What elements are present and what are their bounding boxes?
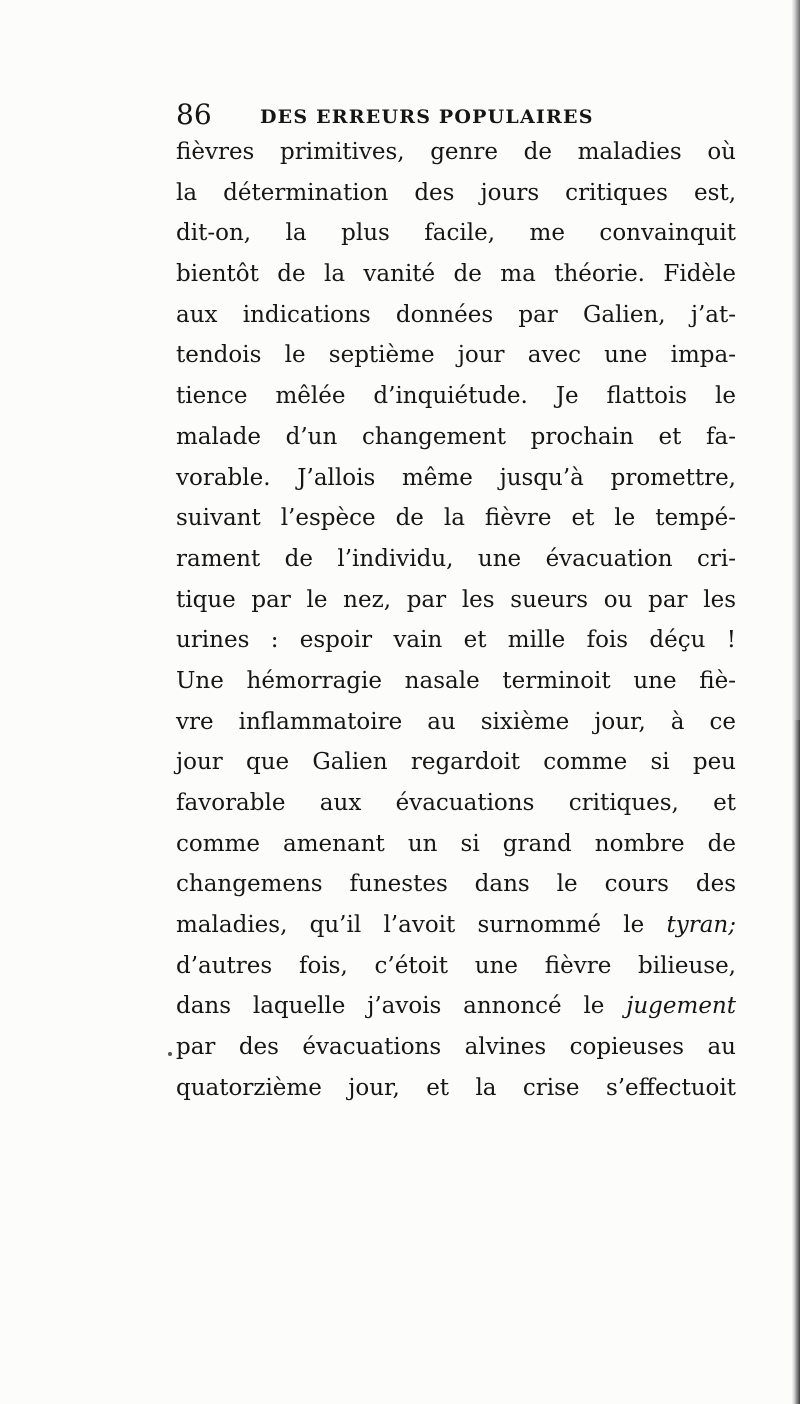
text-line: la détermination des jours critiques est, [176,179,736,206]
text-line [176,986,736,1027]
text-line: rament de l’individu, une évacuation cri- [176,545,736,572]
text-line: tience mêlée d’inquiétude. Je flattois le [176,383,736,410]
running-head: DES ERREURS POPULAIRES [260,106,594,128]
text-line: Une hémorragie nasale terminoit une fiè- [176,667,736,694]
body-text [176,132,736,1109]
text-line-roman: maladies, qu’il l’avoit surnommé le [176,912,667,939]
scan-edge-shadow-lower [794,720,800,1404]
text-line: dit-on, la plus facile, me convainquit [176,220,736,247]
text-line: quatorzième jour, et la crise s’effectuoit [176,1074,736,1101]
text-line: changemens funestes dans le cours des [176,871,736,898]
text-line [176,905,736,946]
text-line: malade d’un changement prochain et fa- [176,423,736,450]
text-line: tique par le nez, par les sueurs ou par les [176,586,736,613]
text-line-roman: dans laquelle j’avois annoncé le [176,993,627,1020]
text-line: vorable. J’allois même jusqu’à promettre, [176,464,736,491]
text-line: d’autres fois, c’étoit une fièvre bilieuse, [176,952,736,979]
text-line: vre inflammatoire au sixième jour, à ce [176,708,736,735]
text-line: tendois le septième jour avec une impa- [176,342,736,369]
text-line: bientôt de la vanité de ma théorie. Fidèle [176,261,736,288]
page-number: 86 [176,98,212,131]
margin-speck [168,1052,172,1056]
text-line: suivant l’espèce de la fièvre et le tempé- [176,505,736,532]
text-line: comme amenant un si grand nombre de [176,830,736,857]
text-line: urines : espoir vain et mille fois déçu ! [176,627,736,654]
text-line: par des évacuations alvines copieuses au [176,1034,736,1061]
text-line: aux indications données par Galien, j’at- [176,301,736,328]
text-line: fièvres primitives, genre de maladies où [176,139,736,165]
text-line-italic: jugement [626,993,736,1020]
text-line-italic: tyran; [666,912,736,939]
text-line: jour que Galien regardoit comme si peu [176,749,736,776]
text-line: favorable aux évacuations critiques, et [176,790,736,816]
